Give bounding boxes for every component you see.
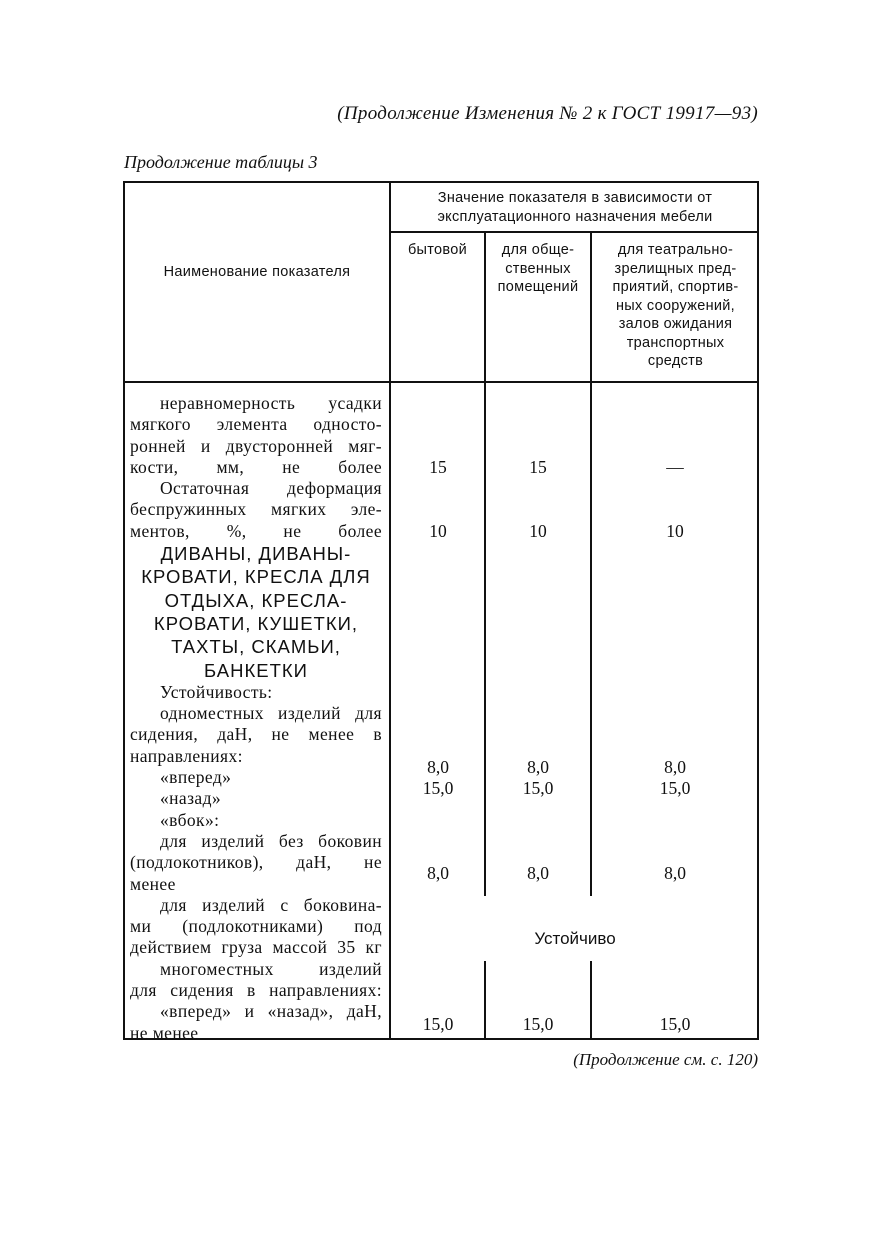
- header-line: ных сооружений,: [615, 297, 736, 314]
- header-line: ственных: [505, 260, 571, 277]
- header-line: для обще-: [501, 242, 575, 258]
- table-divider: [389, 381, 759, 383]
- header-line: транспортных: [626, 334, 725, 351]
- row-text: для сидения в направлениях:: [130, 980, 382, 1001]
- row-text: неравномерность усадки: [160, 393, 382, 413]
- value-cell: 15,0: [659, 778, 691, 798]
- row-text: (подлокотников), даН, не: [130, 852, 382, 873]
- value-cell: 15,0: [422, 1014, 454, 1034]
- row-text: ментов, %, не более: [130, 520, 382, 541]
- section-heading: КРОВАТИ, КРЕСЛА ДЛЯ: [141, 566, 371, 588]
- row-text: беспружинных мягких эле-: [130, 499, 382, 520]
- value-cell: 15,0: [522, 778, 554, 798]
- value-cell: 8,0: [664, 757, 686, 777]
- section-heading: БАНКЕТКИ: [204, 659, 308, 681]
- row-text: «назад»: [160, 788, 222, 809]
- header-line: помещений: [497, 279, 579, 295]
- value-cell: 15,0: [422, 778, 454, 798]
- section-heading: ОТДЫХА, КРЕСЛА-: [164, 589, 348, 611]
- header-line: залов ожидания: [618, 316, 733, 332]
- value-cell: 8,0: [427, 863, 449, 883]
- col-theatre-header: [592, 241, 759, 371]
- value-cell: 15,0: [659, 1014, 691, 1034]
- header-line: средств: [647, 353, 704, 369]
- value-cell: 8,0: [427, 757, 449, 777]
- value-cell: 8,0: [527, 757, 549, 777]
- value-cell: 15: [429, 457, 447, 477]
- row-text: для изделий без боковин: [160, 830, 382, 851]
- group-header: [391, 189, 759, 226]
- table-divider: [389, 181, 391, 1040]
- row-text: «вбок»:: [160, 809, 220, 830]
- header-line: приятий, спортив-: [612, 279, 739, 295]
- row-text: ми (подлокотниками) под: [130, 916, 382, 937]
- section-heading: КРОВАТИ, КУШЕТКИ,: [153, 612, 359, 634]
- value-cell: 8,0: [664, 863, 686, 883]
- header-line: зрелищных пред-: [614, 260, 737, 277]
- header-line: для театрально-: [617, 242, 734, 258]
- row-text: Устойчивость:: [160, 681, 273, 702]
- col-name-header: Наименование показателя: [163, 264, 351, 280]
- header-line: эксплуатационного назначения мебели: [437, 208, 713, 225]
- header-line: бытовой: [407, 242, 468, 258]
- value-cell: 10: [429, 521, 447, 541]
- row-text: для изделий с боковина-: [160, 894, 382, 915]
- value-cell: 10: [666, 521, 684, 541]
- row-text: менее: [130, 873, 176, 894]
- page-header: (Продолжение Изменения № 2 к ГОСТ 19917—93): [337, 103, 758, 124]
- table-divider: [123, 381, 391, 383]
- table-caption: Продолжение таблицы 3: [124, 152, 318, 172]
- row-text: одноместных изделий для: [160, 703, 382, 724]
- row-text: мягкого элемента односто-: [130, 414, 382, 435]
- value-cell: 10: [529, 521, 547, 541]
- table-divider: [389, 231, 759, 233]
- row-text: сидения, даН, не менее в: [130, 724, 382, 745]
- section-heading: ТАХТЫ, СКАМЬИ,: [171, 636, 341, 658]
- row-text: многоместных изделий: [160, 958, 382, 979]
- col-public-header: [486, 241, 590, 297]
- header-line: Значение показателя в зависимости от: [437, 190, 713, 206]
- section-heading: ДИВАНЫ, ДИВАНЫ-: [160, 543, 352, 565]
- col-domestic-header: [391, 241, 484, 260]
- row-text: «вперед»: [160, 767, 232, 788]
- page-footer: (Продолжение см. с. 120): [573, 1050, 758, 1069]
- row-text: ронней и двусторонней мяг-: [130, 435, 382, 456]
- row-text: кости, мм, не более: [130, 456, 382, 477]
- value-cell: 15: [529, 457, 547, 477]
- row-text: «вперед» и «назад», даН,: [160, 1001, 382, 1022]
- row-text: направлениях:: [130, 745, 243, 766]
- indicator-names: [130, 393, 382, 1044]
- value-cell-stable: Устойчиво: [534, 929, 616, 948]
- value-cell: 8,0: [527, 863, 549, 883]
- row-text: действием груза массой 35 кг: [130, 937, 382, 958]
- value-cell: —: [666, 457, 684, 477]
- row-text: не менее: [130, 1022, 199, 1043]
- row-text: Остаточная деформация: [160, 478, 382, 499]
- value-cell: 15,0: [522, 1014, 554, 1034]
